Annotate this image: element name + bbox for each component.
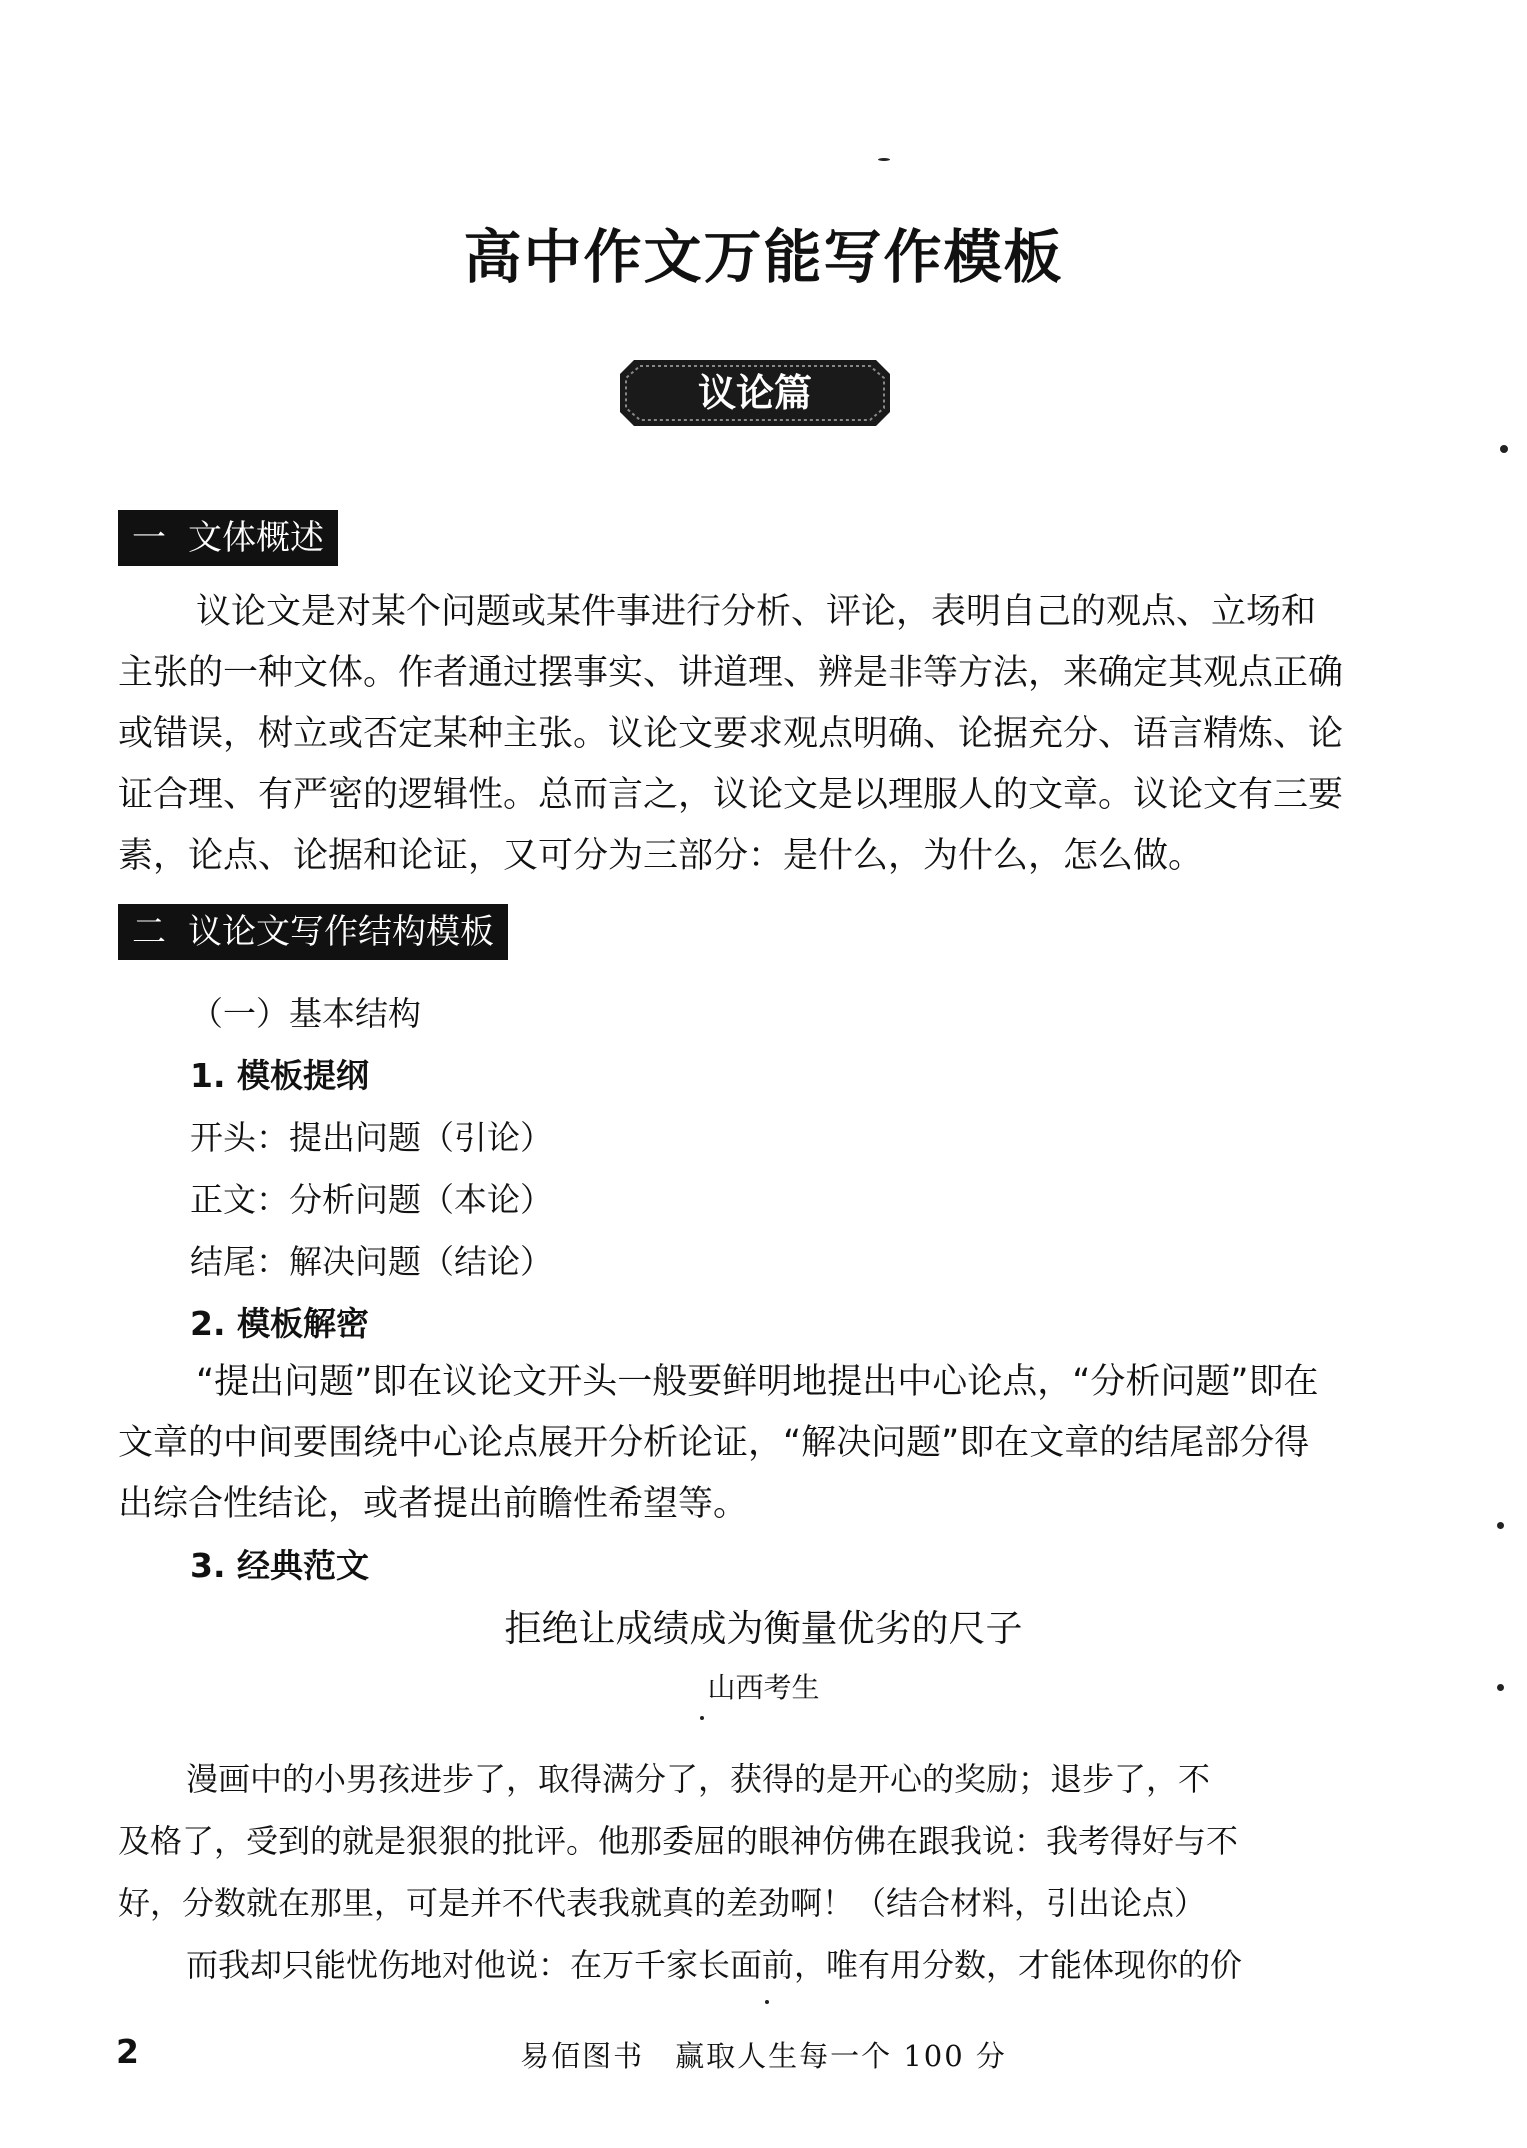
section-number: 二 xyxy=(132,912,166,952)
outline-heading: 1. 模板提纲 xyxy=(190,1056,369,1095)
essay-author: 山西考生 xyxy=(707,1671,820,1704)
paragraph-line: 议论文是对某个问题或某件事进行分析、评论，表明自己的观点、立场和 xyxy=(196,592,1317,632)
section-heading-structure xyxy=(118,904,508,960)
essay-line: 漫画中的小男孩进步了，取得满分了，获得的是开心的奖励；退步了，不 xyxy=(186,1760,1211,1798)
page-number: 2 xyxy=(116,2032,139,2071)
scan-speck xyxy=(878,158,890,161)
secret-heading: 2. 模板解密 xyxy=(190,1304,369,1343)
paragraph-line: 文章的中间要围绕中心论点展开分析论证，“解决问题”即在文章的结尾部分得 xyxy=(118,1423,1310,1463)
paragraph-line: 或错误，树立或否定某种主张。议论文要求观点明确、论据充分、语言精炼、论 xyxy=(118,714,1344,754)
scan-speck xyxy=(1500,445,1508,453)
basic-structure-heading: （一）基本结构 xyxy=(190,994,421,1033)
scan-speck xyxy=(1497,1522,1504,1529)
essay-line: 而我却只能忧伤地对他说：在万千家长面前，唯有用分数，才能体现你的价 xyxy=(186,1946,1243,1984)
paragraph-line: 主张的一种文体。作者通过摆事实、讲道理、辨是非等方法，来确定其观点正确 xyxy=(118,653,1344,693)
secret-paragraph xyxy=(118,1352,1388,1535)
overview-paragraph xyxy=(118,582,1388,887)
essay-body xyxy=(118,1748,1388,1996)
essay-line: 及格了，受到的就是狠狠的批评。他那委屈的眼神仿佛在跟我说：我考得好与不 xyxy=(118,1822,1239,1860)
scan-speck xyxy=(765,2000,769,2004)
paragraph-line: “提出问题”即在议论文开头一般要鲜明地提出中心论点，“分析问题”即在 xyxy=(196,1362,1319,1402)
essay-line: 好，分数就在那里，可是并不代表我就真的差劲啊！（结合材料，引出论点） xyxy=(118,1884,1207,1922)
outline-item: 开头：提出问题（引论） xyxy=(190,1118,553,1157)
essay-title: 拒绝让成绩成为衡量优劣的尺子 xyxy=(504,1607,1023,1650)
paragraph-line: 证合理、有严密的逻辑性。总而言之，议论文是以理服人的文章。议论文有三要 xyxy=(118,775,1344,815)
example-heading: 3. 经典范文 xyxy=(190,1546,369,1585)
outline-item: 结尾：解决问题（结论） xyxy=(190,1242,553,1281)
footer-slogan: 易佰图书 赢取人生每一个 100 分 xyxy=(520,2039,1007,2073)
scan-speck xyxy=(1497,1684,1504,1691)
section-number: 一 xyxy=(132,518,166,558)
badge-label: 议论篇 xyxy=(697,371,812,415)
section-title: 文体概述 xyxy=(188,518,324,558)
outline-item: 正文：分析问题（本论） xyxy=(190,1180,553,1219)
section-title: 议论文写作结构模板 xyxy=(188,912,494,952)
page-title: 高中作文万能写作模板 xyxy=(463,223,1064,291)
paragraph-line: 出综合性结论，或者提出前瞻性希望等。 xyxy=(118,1484,749,1524)
section-heading-overview xyxy=(118,510,338,566)
paragraph-line: 素，论点、论据和论证，又可分为三部分：是什么，为什么，怎么做。 xyxy=(118,836,1204,876)
scan-speck xyxy=(700,1716,704,1720)
section-badge xyxy=(620,360,890,426)
